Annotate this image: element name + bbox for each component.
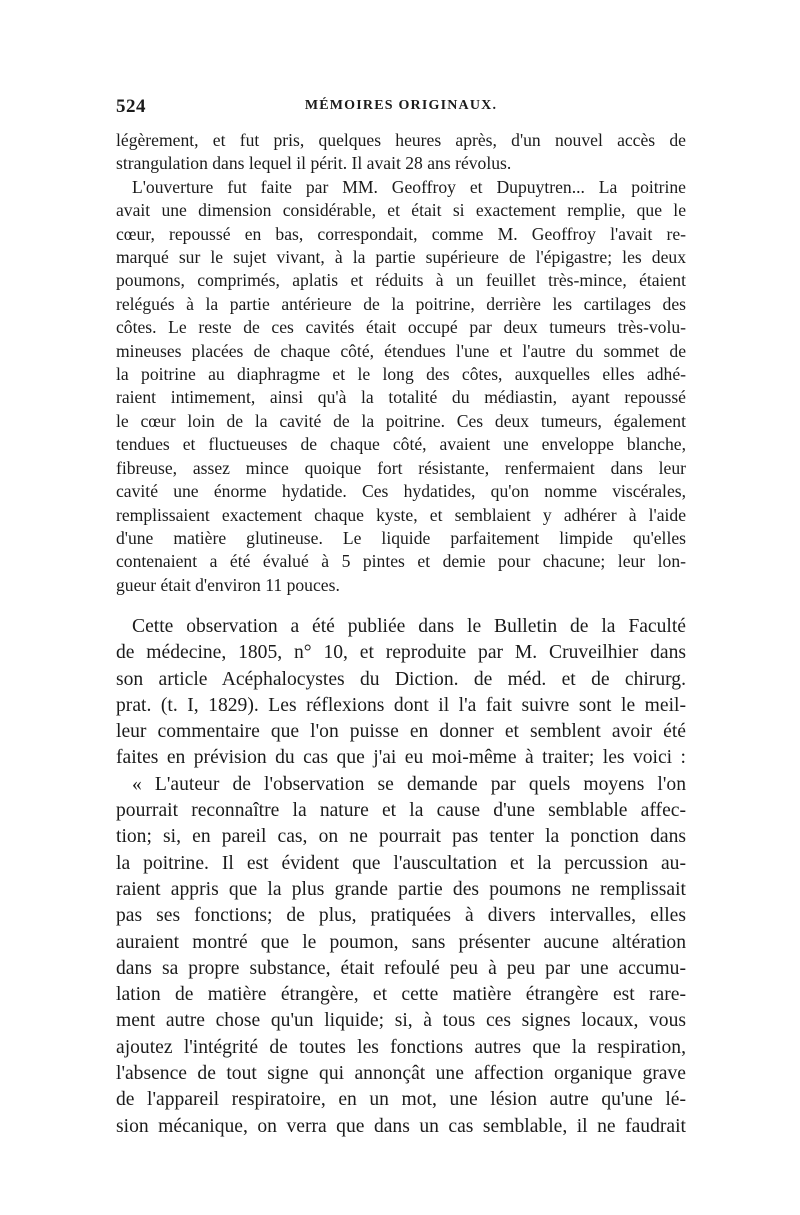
text-line: ajoutez l'intégrité de toutes les fonctions autres que la respiration, xyxy=(116,1036,686,1058)
text-line: légèrement, et fut pris, quelques heures après, d'un nouvel accès de xyxy=(116,130,686,150)
text-line: tendues et fluctueuses de chaque côté, avaient une enveloppe blanche, xyxy=(116,434,686,455)
text-line: la poitrine au diaphragme et le long des côtes, auxquelles elles adhé- xyxy=(116,364,686,385)
text-line: L'ouverture fut faite par MM. Geoffroy et Dupuytren... La poitrine xyxy=(132,176,686,197)
text-line: de médecine, 1805, n° 10, et reproduite par M. Cruveilhier dans xyxy=(116,642,686,664)
text-line: lation de matière étrangère, et cette matière étrangère est rare- xyxy=(116,984,686,1006)
text-line: raient appris que la plus grande partie des poumons ne remplissait xyxy=(116,878,686,900)
text-line: faites en prévision du cas que j'ai eu moi-même à traiter; les voici : xyxy=(116,747,686,769)
text-line: prat. (t. I, 1829). Les réflexions dont il l'a fait suivre sont le meil- xyxy=(116,694,686,716)
text-line: cavité une énorme hydatide. Ces hydatides, qu'on nomme viscérales, xyxy=(116,481,686,502)
text-line: l'absence de tout signe qui annonçât une affection organique grave xyxy=(116,1063,686,1085)
text-line: la poitrine. Il est évident que l'auscultation et la percussion au- xyxy=(116,852,686,874)
text-line: mineuses placées de chaque côté, étendues l'une et l'autre du sommet de xyxy=(116,340,686,361)
text-line: tion; si, en pareil cas, on ne pourrait pas tenter la ponction dans xyxy=(116,826,686,848)
text-line: « L'auteur de l'observation se demande par quels moyens l'on xyxy=(132,773,686,795)
page-header xyxy=(116,96,686,122)
text-line: dans sa propre substance, était refoulé peu à peu par une accumu- xyxy=(116,957,686,979)
text-line: le cœur loin de la cavité de la poitrine. Ces deux tumeurs, également xyxy=(116,410,686,431)
observation-text-block xyxy=(116,129,686,597)
text-line: d'une matière glutineuse. Le liquide parfaitement limpide qu'elles xyxy=(116,527,686,548)
text-line: remplissaient exactement chaque kyste, et semblaient y adhérer à l'aide xyxy=(116,504,686,525)
text-line: pourrait reconnaître la nature et la cause d'une semblable affec- xyxy=(116,800,686,822)
text-line: gueur était d'environ 11 pouces. xyxy=(116,574,340,595)
text-line: raient intimement, ainsi qu'à la totalité du médiastin, ayant repoussé xyxy=(116,387,686,408)
text-line: auraient montré que le poumon, sans présenter aucune altération xyxy=(116,931,686,953)
text-line: contenaient a été évalué à 5 pintes et demie pour chacune; leur lon- xyxy=(116,551,686,572)
text-line: strangulation dans lequel il périt. Il avait 28 ans révolus. xyxy=(116,153,512,174)
commentary-text-block xyxy=(116,614,686,1140)
text-line: avait une dimension considérable, et était si exactement remplie, que le xyxy=(116,200,686,221)
text-line: leur commentaire que l'on puisse en donner et semblent avoir été xyxy=(116,721,686,743)
text-line: cœur, repoussé en bas, correspondait, comme M. Geoffroy l'avait re- xyxy=(116,223,686,244)
text-line: de l'appareil respiratoire, en un mot, une lésion autre qu'une lé- xyxy=(116,1089,686,1111)
text-line: fibreuse, assez mince quoique fort résistante, renfermaient dans leur xyxy=(116,457,686,478)
page-number: 524 xyxy=(116,96,146,117)
text-line: côtes. Le reste de ces cavités était occupé par deux tumeurs très-volu- xyxy=(116,317,686,338)
text-line: son article Acéphalocystes du Diction. de méd. et de chirurg. xyxy=(116,668,686,690)
running-title: MÉMOIRES ORIGINAUX. xyxy=(304,98,498,113)
text-line: Cette observation a été publiée dans le Bulletin de la Faculté xyxy=(132,616,686,637)
text-line: ment autre chose qu'un liquide; si, à tous ces signes locaux, vous xyxy=(116,1010,686,1032)
text-line: marqué sur le sujet vivant, à la partie supérieure de l'épigastre; les deux xyxy=(116,247,686,268)
text-line: pas ses fonctions; de plus, pratiquées à divers intervalles, elles xyxy=(116,905,686,927)
text-line: sion mécanique, on verra que dans un cas semblable, il ne faudrait xyxy=(116,1115,686,1137)
text-line: poumons, comprimés, aplatis et réduits à un feuillet très-mince, étaient xyxy=(116,270,686,291)
text-line: relégués à la partie antérieure de la poitrine, derrière les cartilages des xyxy=(116,293,686,314)
